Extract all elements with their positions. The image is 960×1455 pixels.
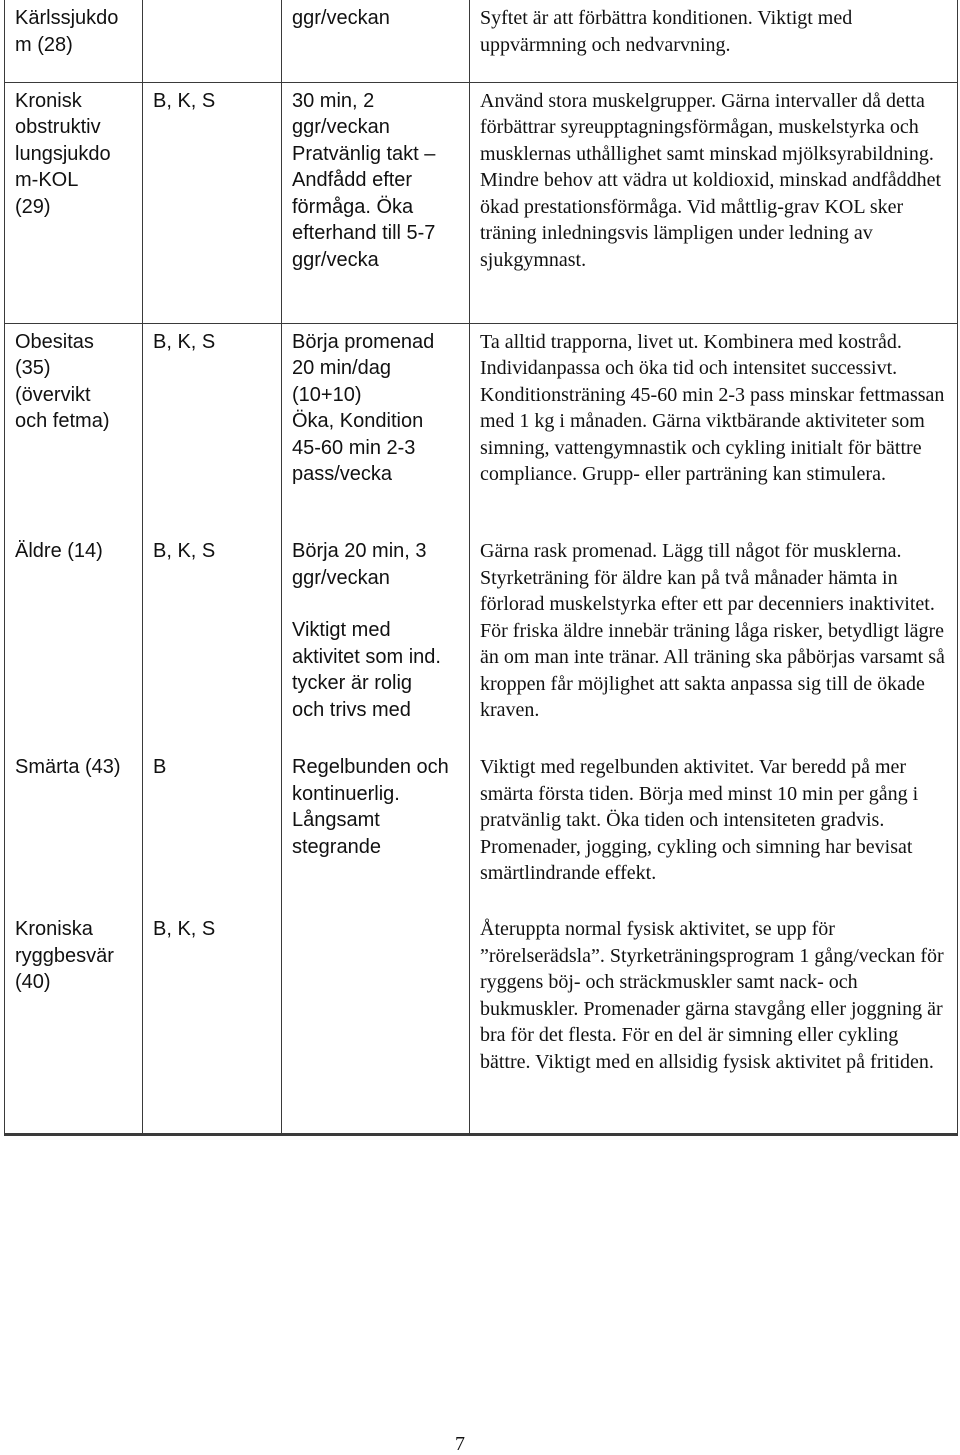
comment-cell: Gärna rask promenad. Lägg till något för musklerna. Styrketräning för äldre kan på två månader hämta in förlorad muskelstyrka efter ett par decenniers inaktivitet. För friska äldre innebär träning låga risker, betydligt lägre än om man inte tränar. All träning ska påbörjas varsamt så kroppen får möjlighet att sakta anpassa sig till de ökade kraven. xyxy=(470,538,958,754)
dose-cell xyxy=(282,916,470,1134)
forms-cell: B, K, S xyxy=(143,538,282,754)
condition-cell: Äldre (14) xyxy=(5,538,143,754)
dose-cell: Börja promenad 20 min/dag (10+10) Öka, Kondition 45-60 min 2-3 pass/vecka xyxy=(282,323,470,538)
comment-cell: Använd stora muskelgrupper. Gärna intervaller då detta förbättrar syreupptagningsförmågan, muskelstyrka och musklernas uthållighet samt minskad mjölksyrabildning. Mindre behov att vädra ut koldioxid, minskad andfåddhet ökad prestationsförmåga. Vid måttlig-grav KOL sker träning inledningsvis lämpligen under ledning av sjukgymnast. xyxy=(470,82,958,323)
dose-cell xyxy=(282,538,470,754)
dose-note: Viktigt med aktivitet som ind. tycker är rolig och trivs med xyxy=(292,619,441,721)
condition-cell: Kärlssjukdo m (28) xyxy=(5,0,143,82)
forms-cell: B xyxy=(143,754,282,916)
recommendation-table xyxy=(4,0,958,1136)
page-number: 7 xyxy=(455,1433,465,1455)
comment-cell: Ta alltid trapporna, livet ut. Kombinera med kostråd. Individanpassa och öka tid och intensitet successivt. Konditionsträning 45-60 min 2-3 pass minskar fettmassan med 1 kg i månaden. Gärna viktbärande aktiviteter som simning, vattengymnastik och cykling initialt för bättre compliance. Grupp- eller parträning kan stimulera. xyxy=(470,323,958,538)
dose-cell: 30 min, 2 ggr/veckan Pratvänlig takt – Andfådd efter förmåga. Öka efterhand till 5-7 ggr/vecka xyxy=(282,82,470,323)
condition-cell: Smärta (43) xyxy=(5,754,143,916)
dose-cell: ggr/veckan xyxy=(282,0,470,82)
condition-cell: Obesitas (35) (övervikt och fetma) xyxy=(5,323,143,538)
forms-cell: B, K, S xyxy=(143,323,282,538)
forms-cell xyxy=(143,0,282,82)
forms-cell: B, K, S xyxy=(143,82,282,323)
comment-cell: Återuppta normal fysisk aktivitet, se upp för ”rörelserädsla”. Styrketräningsprogram 1 gång/veckan för ryggens böj- och sträckmuskler samt nack- och bukmuskler. Promenader gärna stavgång eller joggning är bra för det flesta. För en del är simning eller cykling bättre. Viktigt med en allsidig fysisk aktivitet på fritiden. xyxy=(470,916,958,1134)
table-row xyxy=(5,82,958,323)
comment-cell: Syftet är att förbättra konditionen. Viktigt med uppvärmning och nedvarvning. xyxy=(470,0,958,82)
table-row xyxy=(5,916,958,1134)
condition-cell: Kroniska ryggbesvär (40) xyxy=(5,916,143,1134)
table-row xyxy=(5,323,958,538)
dose-cell: Regelbunden och kontinuerlig. Långsamt stegrande xyxy=(282,754,470,916)
table-row xyxy=(5,754,958,916)
condition-cell: Kronisk obstruktiv lungsjukdo m-KOL (29) xyxy=(5,82,143,323)
table-row xyxy=(5,0,958,82)
dose-start: Börja 20 min, 3 ggr/veckan xyxy=(292,540,427,589)
table-row xyxy=(5,538,958,754)
forms-cell: B, K, S xyxy=(143,916,282,1134)
comment-cell: Viktigt med regelbunden aktivitet. Var beredd på mer smärta första tiden. Börja med minst 10 min per gång i pratvänlig takt. Öka tiden och intensiteten gradvis. Promenader, jogging, cykling och simning har bevisat smärtlindrande effekt. xyxy=(470,754,958,916)
